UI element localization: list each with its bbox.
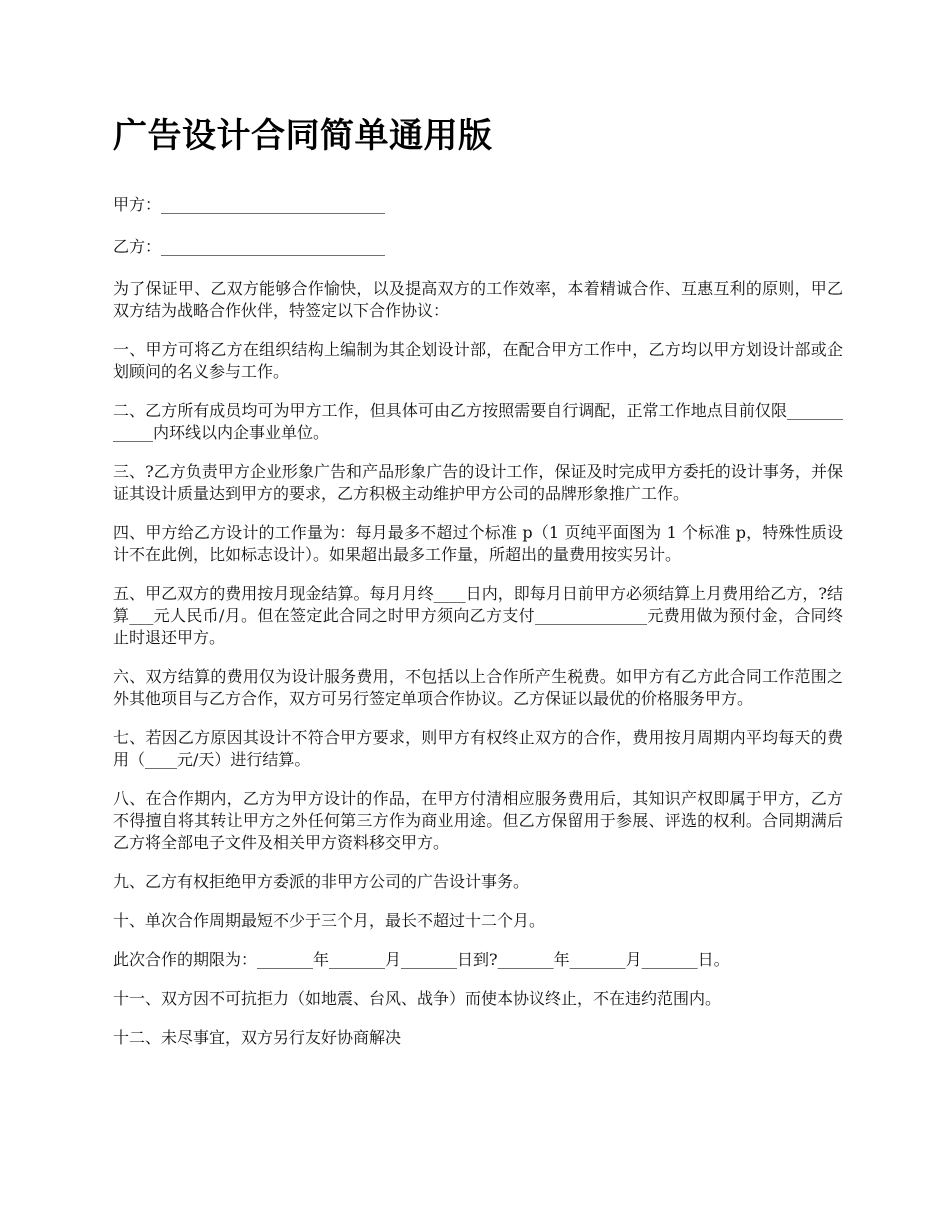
clause-7: 七、若因乙方原因其设计不符合甲方要求，则甲方有权终止双方的合作，费用按月周期内平均每天的费用（____元/天）进行结算。: [113, 728, 843, 769]
clause-2: 二、乙方所有成员均可为甲方工作，但具体可由乙方按照需要自行调配，正常工作地点目前仅限____________内环线以内企事业单位。: [113, 401, 843, 442]
party-b-line: 乙方：____________________________: [113, 237, 386, 256]
intro-paragraph: 为了保证甲、乙双方能够合作愉快，以及提高双方的工作效率，本着精诚合作、互惠互利的原则，甲乙双方结为战略合作伙伴，特签定以下合作协议：: [113, 279, 843, 320]
clause-6: 六、双方结算的费用仅为设计服务费用，不包括以上合作所产生税费。如甲方有乙方此合同工作范围之外其他项目与乙方合作，双方可另行签定单项合作协议。乙方保证以最优的价格服务甲方。: [113, 667, 843, 708]
clause-5: 五、甲乙双方的费用按月现金结算。每月月终____日内，即每月日前甲方必须结算上月费用给乙方，?结算___元人民币/月。但在签定此合同之时甲方须向乙方支付______________元费用做为预付金，合同终止时退还甲方。: [113, 584, 843, 647]
clause-8: 八、在合作期内，乙方为甲方设计的作品，在甲方付清相应服务费用后，其知识产权即属于甲方，乙方不得擅自将其转让甲方之外任何第三方作为商业用途。但乙方保留用于参展、评选的权利。合同期满后乙方将全部电子文件及相关甲方资料移交甲方。: [113, 789, 843, 852]
clause-3: 三、?乙方负责甲方企业形象广告和产品形象广告的设计工作，保证及时完成甲方委托的设计事务，并保证其设计质量达到甲方的要求，乙方积极主动维护甲方公司的品牌形象推广工作。: [113, 462, 843, 503]
contract-document: [113, 110, 843, 1066]
clause-4: 四、甲方给乙方设计的工作量为：每月最多不超过个标准 p（1 页纯平面图为 1 个标准 p，特殊性质设计不在此例，比如标志设计）。如果超出最多工作量，所超出的量费用按实另计。: [113, 523, 843, 564]
party-a-line: 甲方：____________________________: [113, 195, 386, 214]
clause-11: 十一、双方因不可抗拒力（如地震、台风、战争）而使本协议终止，不在违约范围内。: [113, 989, 722, 1008]
clause-12: 十二、未尽事宜，双方另行友好协商解决: [113, 1028, 402, 1047]
clause-10: 十、单次合作周期最短不少于三个月，最长不超过十二个月。: [113, 911, 546, 930]
document-title: 广告设计合同简单通用版: [113, 116, 493, 156]
clause-9: 九、乙方有权拒绝甲方委派的非甲方公司的广告设计事务。: [113, 872, 530, 891]
clause-1: 一、甲方可将乙方在组织结构上编制为其企划设计部，在配合甲方工作中，乙方均以甲方划设计部或企划顾问的名义参与工作。: [113, 340, 843, 381]
cooperation-term: 此次合作的期限为：_______年_______月_______日到?_______年_______月_______日。: [113, 950, 730, 969]
